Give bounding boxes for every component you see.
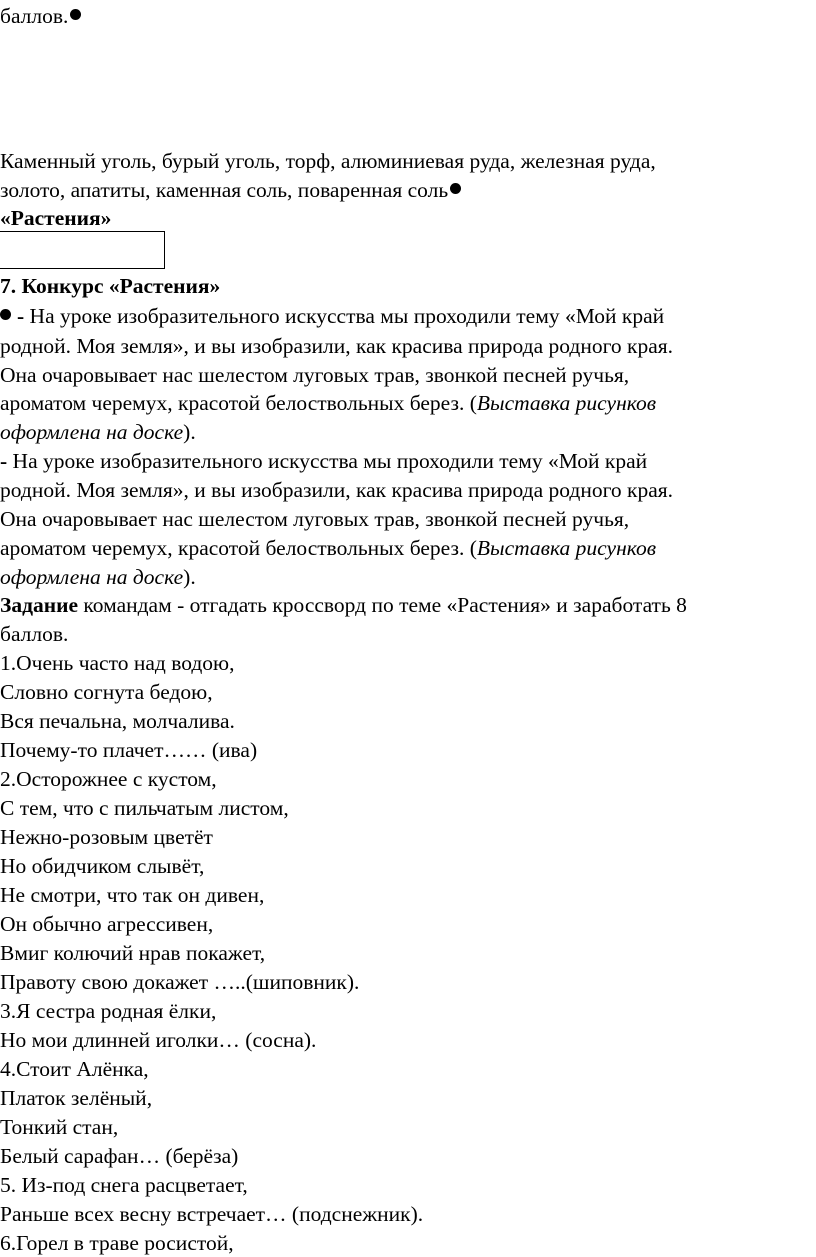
- text-line: - На уроке изобразительного искусства мы проходили тему «Мой край: [0, 449, 648, 473]
- text-line: - На уроке изобразительного искусства мы проходили тему «Мой край: [0, 302, 664, 330]
- section-heading: «Растения»: [0, 206, 112, 230]
- text-line: родной. Моя земля», и вы изобразили, как красива природа родного края.: [0, 478, 674, 502]
- riddle-line: Платок зелёный,: [0, 1086, 153, 1110]
- riddle-line: 5. Из-под снега расцветает,: [0, 1173, 248, 1197]
- text-line: Каменный уголь, бурый уголь, торф, алюминиевая руда, железная руда,: [0, 149, 656, 173]
- riddle-line: Раньше всех весну встречает… (подснежник).: [0, 1202, 424, 1226]
- task-line: Задание командам - отгадать кроссворд по теме «Растения» и заработать 8: [0, 593, 687, 617]
- riddle-line: Тонкий стан,: [0, 1115, 119, 1139]
- riddle-line: Он обычно агрессивен,: [0, 912, 214, 936]
- riddle-line: 6.Горел в траве росистой,: [0, 1231, 234, 1255]
- riddle-line: Почему-то плачет…… (ива): [0, 738, 258, 762]
- riddle-line: 1.Очень часто над водою,: [0, 651, 235, 675]
- riddle-line: С тем, что с пильчатым листом,: [0, 796, 289, 820]
- text-line: родной. Моя земля», и вы изобразили, как красива природа родного края.: [0, 334, 674, 358]
- text-line: баллов.: [0, 622, 69, 646]
- text-line: оформлена на доске).: [0, 565, 196, 589]
- text-line: ароматом черемух, красотой белоствольных берез. (Выставка рисунков: [0, 536, 657, 560]
- bullet-icon: [0, 309, 11, 320]
- bullet-icon: [450, 183, 461, 194]
- riddle-line: Не смотри, что так он дивен,: [0, 883, 265, 907]
- contest-heading: 7. Конкурс «Растения»: [0, 274, 221, 298]
- riddle-line: Но обидчиком слывёт,: [0, 854, 205, 878]
- riddle-line: Вмиг колючий нрав покажет,: [0, 941, 266, 965]
- text-line: Она очаровывает нас шелестом луговых трав, звонкой песней ручья,: [0, 363, 630, 387]
- bullet-icon: [70, 9, 81, 20]
- text-line: ароматом черемух, красотой белоствольных берез. (Выставка рисунков: [0, 391, 657, 415]
- text-line: оформлена на доске).: [0, 420, 196, 444]
- text-line: баллов.: [0, 2, 81, 30]
- riddle-line: 4.Стоит Алёнка,: [0, 1057, 149, 1081]
- riddle-line: Правоту свою докажет …..(шиповник).: [0, 970, 360, 994]
- riddle-line: Белый сарафан… (берёза): [0, 1144, 239, 1168]
- text-line: золото, апатиты, каменная соль, поваренная соль: [0, 176, 461, 204]
- empty-frame: [0, 231, 165, 269]
- riddle-line: 2.Осторожнее с кустом,: [0, 767, 217, 791]
- riddle-line: 3.Я сестра родная ёлки,: [0, 999, 217, 1023]
- text-line: Она очаровывает нас шелестом луговых трав, звонкой песней ручья,: [0, 507, 630, 531]
- riddle-line: Словно согнута бедою,: [0, 680, 213, 704]
- riddle-line: Нежно-розовым цветёт: [0, 825, 213, 849]
- riddle-line: Вся печальна, молчалива.: [0, 709, 235, 733]
- riddle-line: Но мои длинней иголки… (сосна).: [0, 1028, 317, 1052]
